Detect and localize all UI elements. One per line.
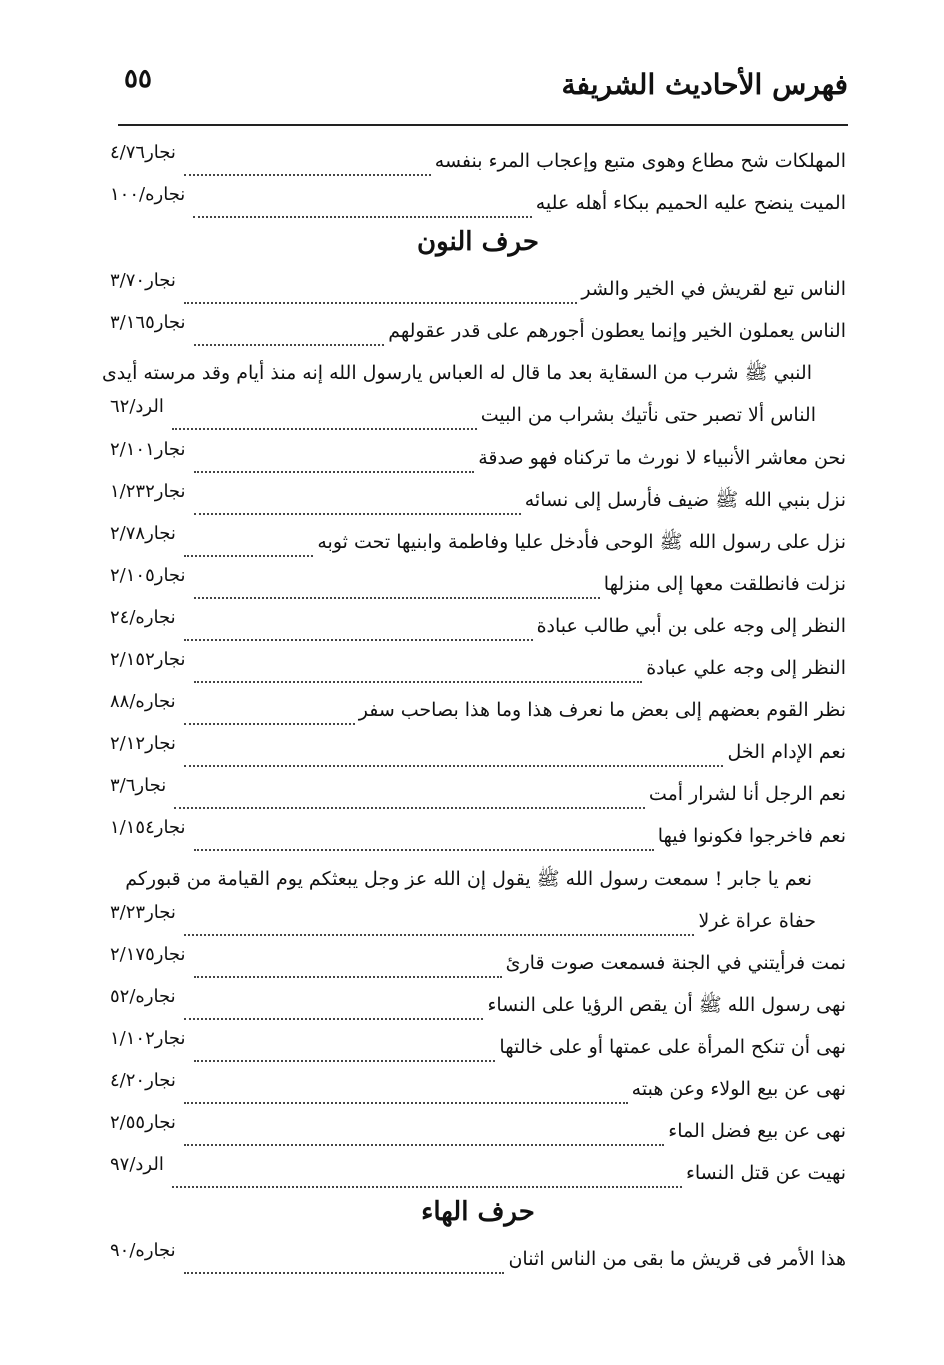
index-entry (110, 306, 846, 348)
index-entry (110, 601, 846, 643)
dot-leader (193, 186, 532, 218)
dot-leader (184, 988, 483, 1020)
dot-leader (184, 272, 577, 304)
index-entry (110, 1148, 846, 1190)
entry-reference: نجار٢/٥٥ (110, 1112, 176, 1134)
index-entry (110, 727, 846, 769)
dot-leader (184, 609, 533, 641)
entry-text: نعم فاخرجوا فكونوا فيها (657, 825, 846, 848)
dot-leader (184, 735, 723, 767)
index-entry (110, 1106, 846, 1148)
dot-leader (194, 314, 384, 346)
entry-reference: نجار٢/١٥٢ (110, 649, 186, 671)
entry-text: نمت فرأيتني في الجنة فسمعت صوت قارئ (505, 951, 846, 974)
index-entry (110, 475, 846, 517)
entry-reference: نجار٢/١٢ (110, 733, 176, 755)
entry-reference: نجار٤/٧٦ (110, 142, 176, 163)
entry-text: نعم يا جابر ! سمعت رسول الله ﷺ يقول إن الله عز وجل يبعثكم يوم القيامة من قبوركم (125, 867, 812, 890)
page-number: ٥٥ (124, 64, 152, 94)
dot-leader (194, 946, 502, 978)
dot-leader (184, 1114, 664, 1146)
entry-reference: نجار٣/١٦٥ (110, 312, 186, 334)
index-entry (110, 811, 846, 853)
index-entry-first-line (101, 348, 846, 390)
index-entry (110, 643, 846, 685)
entry-reference: نجار٢/١٧٥ (110, 943, 186, 965)
dot-leader (194, 567, 600, 599)
page-title: فهرس الأحاديث الشريفة (561, 68, 848, 101)
dot-leader (184, 525, 313, 557)
index-entry (110, 178, 846, 220)
entry-text: نهيت عن قتل النساء (685, 1162, 846, 1185)
entry-text: الميت ينضح عليه الحميم ببكاء أهله عليه (535, 192, 846, 215)
index-entry (110, 264, 846, 306)
dot-leader (194, 819, 654, 851)
dot-leader (184, 693, 355, 725)
dot-leader (172, 1156, 682, 1188)
dot-leader (184, 904, 694, 936)
header-rule (118, 124, 848, 126)
index-entry (110, 433, 846, 475)
entry-text: نظر القوم بعضهم إلى بعض ما نعرف هذا وما هذا بصاحب سفر (358, 699, 846, 722)
index-entry (110, 769, 846, 811)
entry-reference: نجاره/٢٤ (110, 606, 176, 628)
entry-reference: نجار٢/٧٨ (110, 522, 176, 544)
index-entry (110, 980, 846, 1022)
index-entry (110, 136, 846, 178)
entry-reference: نجار١/٢٣٢ (110, 480, 186, 502)
entry-text: الناس ألا تصبر حتى نأتيك بشراب من البيت (480, 404, 816, 427)
entry-text: الناس تبع لقريش في الخير والشر (581, 278, 846, 301)
index-entry (110, 1064, 846, 1106)
entry-text: هذا الأمر فى قريش ما بقى من الناس اثنان (508, 1248, 846, 1271)
entry-text: نعم الإدام الخل (727, 741, 846, 764)
index-entry (110, 1234, 846, 1276)
dot-leader (174, 777, 645, 809)
page-header (118, 62, 848, 112)
entry-reference: نجار٣/٧٠ (110, 270, 176, 292)
dot-leader (194, 1030, 495, 1062)
entry-reference: نجاره/٥٢ (110, 985, 176, 1007)
entry-text: حفاة عراة غرلا (698, 909, 816, 932)
entry-reference: نجار١/١٠٢ (110, 1027, 186, 1049)
index-entry (110, 517, 846, 559)
entry-text: نزلت فانطلقت معها إلى منزلها (603, 572, 846, 595)
dot-leader (194, 441, 474, 473)
dot-leader (172, 398, 477, 430)
dot-leader (194, 483, 521, 515)
entry-reference: الرد/٩٧ (110, 1154, 164, 1176)
dot-leader (184, 144, 431, 176)
entry-text: نزل على رسول الله ﷺ الوحى فأدخل عليا وفاطمة وابنيها تحت ثوبه (317, 530, 846, 553)
dot-leader (184, 1242, 504, 1274)
entry-reference: نجار٤/٢٠ (110, 1069, 176, 1091)
entry-text: الناس يعملون الخير وإنما يعطون أجورهم على قدر عقولهم (388, 320, 846, 343)
entry-reference: نجار٣/٢٣ (110, 901, 176, 923)
entry-reference: نجار٢/١٠٥ (110, 564, 186, 586)
entry-text: نحن معاشر الأنبياء لا نورث ما تركناه فهو صدقة (478, 446, 846, 469)
index-entry-first-line (110, 854, 846, 896)
entry-text: النظر إلى وجه على بن أبي طالب عبادة (536, 614, 846, 637)
dot-leader (184, 1072, 628, 1104)
entry-reference: نجاره/٩٠ (110, 1240, 176, 1262)
entry-text: نزل بنبي الله ﷺ ضيف فأرسل إلى نسائه (524, 488, 846, 511)
section-heading: حرف النون (417, 227, 539, 258)
entry-reference: الرد/٦٢ (110, 396, 164, 418)
entry-reference: نجار١/١٥٤ (110, 817, 186, 839)
entry-text: نهى رسول الله ﷺ أن يقص الرؤيا على النساء (487, 993, 846, 1016)
entry-reference: نجار٣/٦ (110, 775, 167, 797)
index-entry (110, 1022, 846, 1064)
index-entry (110, 896, 846, 938)
index-entry (110, 559, 846, 601)
entry-text: نهى أن تنكح المرأة على عمتها أو على خالتها (499, 1035, 846, 1058)
dot-leader (194, 651, 642, 683)
index-entry (110, 390, 846, 432)
entry-text: المهلكات شح مطاع وهوى متبع وإعجاب المرء بنفسه (434, 150, 846, 172)
index-entry (110, 938, 846, 980)
entry-text: نهى عن بيع الولاء وعن هبته (631, 1077, 846, 1100)
entry-text: النظر إلى وجه علي عبادة (646, 657, 846, 680)
entry-text: نهى عن بيع فضل الماء (668, 1120, 846, 1143)
entry-text: نعم الرجل أنا لشرار أمت (648, 783, 846, 806)
index-entry (110, 685, 846, 727)
entry-reference: نجار٢/١٠١ (110, 438, 186, 460)
section-heading: حرف الهاء (421, 1197, 535, 1228)
entry-text: النبي ﷺ شرب من السقاية بعد ما قال له العباس يارسول الله إنه منذ أيام وقد مرسته أيدى (101, 362, 812, 385)
index-list (101, 136, 846, 1276)
entry-reference: نجاره/١٠٠ (110, 184, 186, 206)
entry-reference: نجاره/٨٨ (110, 691, 176, 713)
